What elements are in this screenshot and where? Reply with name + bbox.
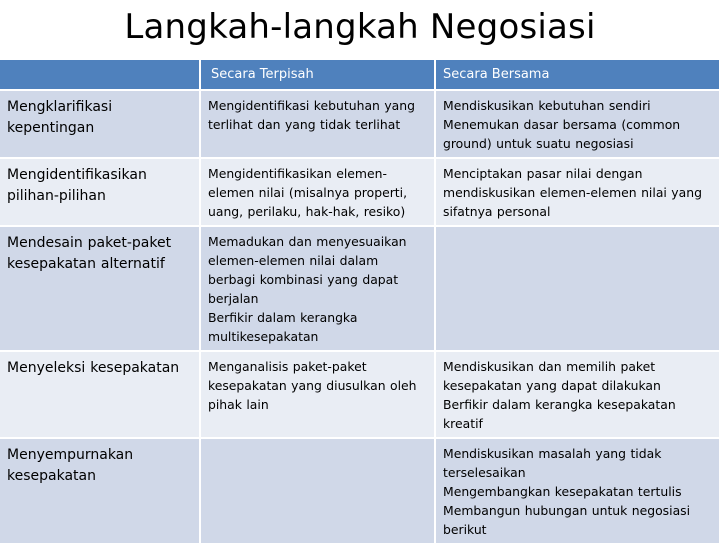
table-row xyxy=(0,351,719,438)
table-row xyxy=(0,90,719,158)
separate-line: Menganalisis paket-paket xyxy=(208,359,367,374)
step-line: Mengidentifikasikan xyxy=(7,167,147,183)
joint-line: Menciptakan pasar nilai dengan xyxy=(443,166,643,181)
separate-cell xyxy=(200,438,435,544)
joint-line: Mengembangkan kesepakatan tertulis xyxy=(443,484,682,499)
separate-cell xyxy=(200,226,435,351)
separate-cell xyxy=(200,158,435,226)
joint-line: kreatif xyxy=(443,416,483,431)
joint-line: Berfikir dalam kerangka kesepakatan xyxy=(443,397,676,412)
joint-line: ground) untuk suatu negosiasi xyxy=(443,136,634,151)
separate-line: terlihat dan yang tidak terlihat xyxy=(208,117,401,132)
joint-line: kesepakatan yang dapat dilakukan xyxy=(443,378,661,393)
table-header-row xyxy=(0,60,719,90)
separate-line: Mengidentifikasi kebutuhan yang xyxy=(208,98,415,113)
step-cell xyxy=(0,158,200,226)
step-line: pilihan-pilihan xyxy=(7,188,106,204)
joint-line: Mendiskusikan dan memilih paket xyxy=(443,359,656,374)
step-cell xyxy=(0,438,200,544)
joint-cell xyxy=(435,351,719,438)
step-line: Mendesain paket-paket xyxy=(7,235,172,251)
joint-cell xyxy=(435,90,719,158)
step-cell xyxy=(0,226,200,351)
joint-line: berikut xyxy=(443,522,487,537)
table-row xyxy=(0,158,719,226)
step-line: kepentingan xyxy=(7,120,95,136)
slide-title: Langkah-langkah Negosiasi xyxy=(124,7,596,47)
joint-line: sifatnya personal xyxy=(443,204,551,219)
joint-line: Mendiskusikan masalah yang tidak xyxy=(443,446,662,461)
joint-line: mendiskusikan elemen-elemen nilai yang xyxy=(443,185,702,200)
separate-line: kesepakatan yang diusulkan oleh xyxy=(208,378,417,393)
header-cell-separate: Secara Terpisah xyxy=(200,60,435,90)
separate-line: Memadukan dan menyesuaikan xyxy=(208,234,407,249)
header-cell-joint: Secara Bersama xyxy=(435,60,719,90)
separate-line: Berfikir dalam kerangka xyxy=(208,310,358,325)
step-line: Menyeleksi kesepakatan xyxy=(7,360,180,376)
table-row xyxy=(0,438,719,544)
header-cell-step xyxy=(0,60,200,90)
step-line: Mengklarifikasi xyxy=(7,99,113,115)
step-cell xyxy=(0,351,200,438)
separate-line: multikesepakatan xyxy=(208,329,319,344)
table-row xyxy=(0,226,719,351)
negotiation-steps-table xyxy=(0,60,719,545)
joint-line: Mendiskusikan kebutuhan sendiri xyxy=(443,98,651,113)
step-line: kesepakatan xyxy=(7,468,96,484)
joint-cell xyxy=(435,158,719,226)
joint-cell xyxy=(435,226,719,351)
separate-cell xyxy=(200,351,435,438)
separate-line: pihak lain xyxy=(208,397,269,412)
separate-line: Mengidentifikasikan elemen- xyxy=(208,166,387,181)
separate-line: berbagi kombinasi yang dapat xyxy=(208,272,399,287)
separate-line: elemen nilai (misalnya properti, xyxy=(208,185,408,200)
separate-line: uang, perilaku, hak-hak, resiko) xyxy=(208,204,406,219)
separate-cell xyxy=(200,90,435,158)
step-cell xyxy=(0,90,200,158)
separate-line: berjalan xyxy=(208,291,259,306)
joint-line: Menemukan dasar bersama (common xyxy=(443,117,681,132)
step-line: Menyempurnakan xyxy=(7,447,134,463)
joint-line: Membangun hubungan untuk negosiasi xyxy=(443,503,691,518)
step-line: kesepakatan alternatif xyxy=(7,256,165,272)
separate-line: elemen-elemen nilai dalam xyxy=(208,253,379,268)
joint-cell xyxy=(435,438,719,544)
joint-line: terselesaikan xyxy=(443,465,526,480)
